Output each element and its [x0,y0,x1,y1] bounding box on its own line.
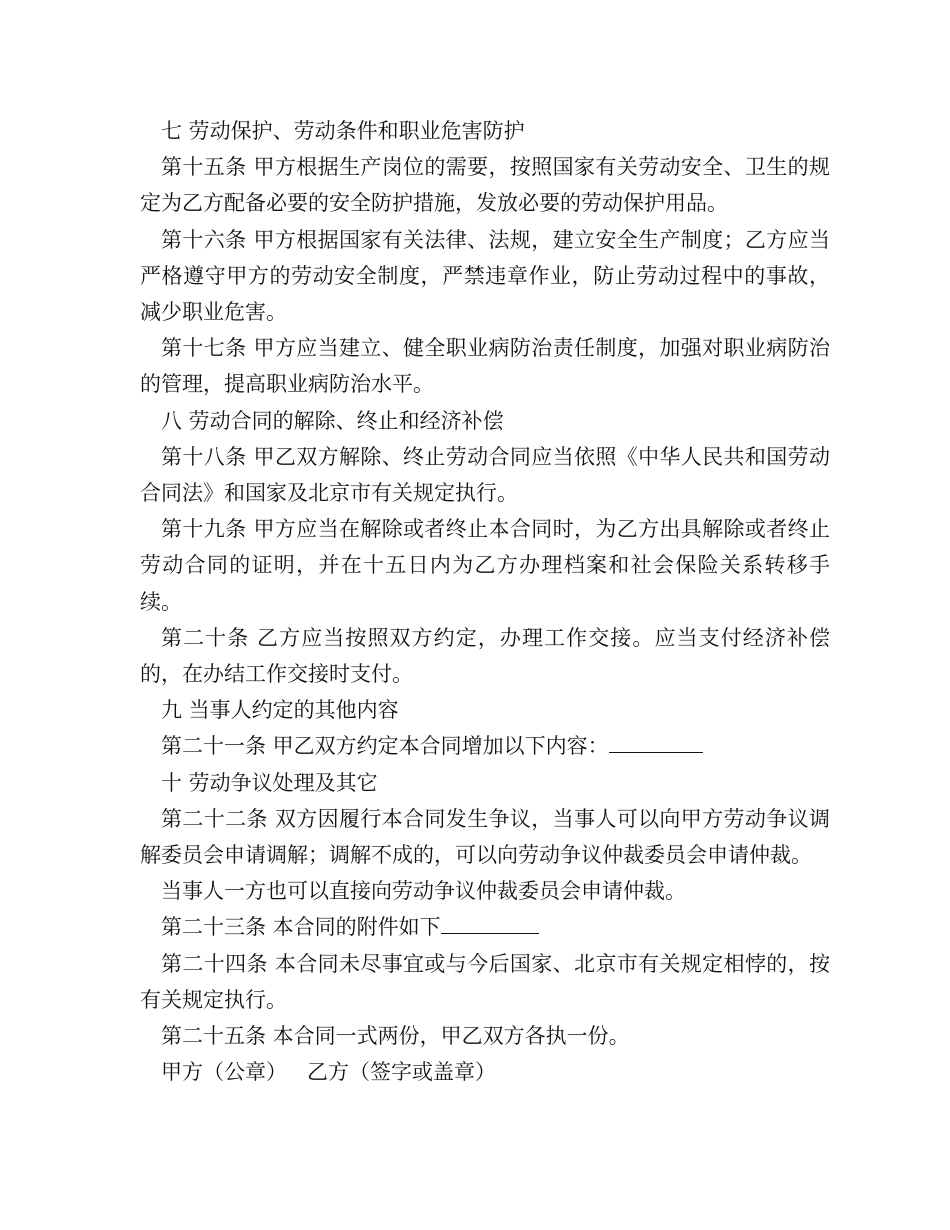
signature-party-b: 乙方（签字或盖章） [307,1060,496,1085]
signature-line [140,1054,830,1090]
article-23-blank-line [441,915,539,934]
article-21-blank-line [609,734,703,753]
article-17: 第十七条 甲方应当建立、健全职业病防治责任制度，加强对职业病防治的管理，提高职业病防治水平。 [140,336,830,397]
article-19: 第十九条 甲方应当在解除或者终止本合同时，为乙方出具解除或者终止劳动合同的证明，并在十五日内为乙方办理档案和社会保险关系转移手续。 [140,517,830,614]
article-21 [140,728,830,764]
article-22: 第二十二条 双方因履行本合同发生争议，当事人可以向甲方劳动争议调解委员会申请调解；调解不成的，可以向劳动争议仲裁委员会申请仲裁。 [140,806,830,868]
section-heading-8: 八 劳动合同的解除、终止和经济补偿 [161,408,504,433]
article-25: 第二十五条 本合同一式两份，甲乙双方各执一份。 [161,1024,630,1049]
section-heading-9: 九 当事人约定的其他内容 [161,698,399,723]
article-20: 第二十条 乙方应当按照双方约定，办理工作交接。应当支付经济补偿的，在办结工作交接时支付。 [140,625,830,687]
article-23 [140,909,830,945]
document-body [140,113,830,1090]
article-21-text: 第二十一条 甲乙双方约定本合同增加以下内容： [161,734,609,759]
article-23-text: 第二十三条 本合同的附件如下 [161,915,441,940]
section-heading-10: 十 劳动争议处理及其它 [161,770,378,795]
section-heading-7: 七 劳动保护、劳动条件和职业危害防护 [161,119,525,143]
article-24: 第二十四条 本合同未尽事宜或与今后国家、北京市有关规定相悖的，按有关规定执行。 [140,951,830,1012]
article-15: 第十五条 甲方根据生产岗位的需要，按照国家有关劳动安全、卫生的规定为乙方配备必要的安全防护措施，发放必要的劳动保护用品。 [140,155,830,216]
article-16: 第十六条 甲方根据国家有关法律、法规，建立安全生产制度；乙方应当严格遵守甲方的劳动安全制度，严禁违章作业，防止劳动过程中的事故，减少职业危害。 [140,227,830,325]
article-22-continuation: 当事人一方也可以直接向劳动争议仲裁委员会申请仲裁。 [161,879,686,904]
article-18: 第十八条 甲乙双方解除、终止劳动合同应当依照《中华人民共和国劳动合同法》和国家及北京市有关规定执行。 [140,444,830,506]
signature-party-a: 甲方（公章） [161,1060,287,1085]
